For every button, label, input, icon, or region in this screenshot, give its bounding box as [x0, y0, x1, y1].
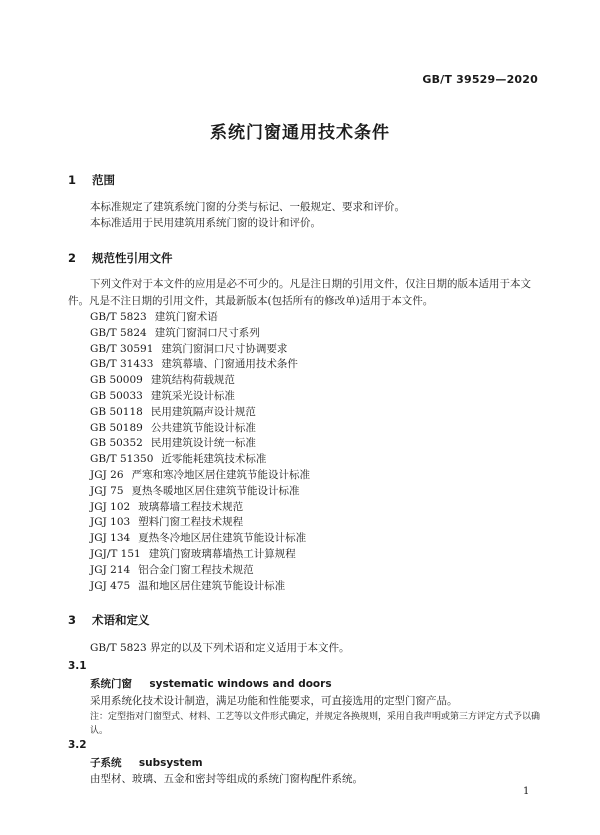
term-note: 注：定型指对门窗型式、材料、工艺等以文件形式确定，并规定各换规则，采用自我声明或第三方评定方式予以确认。 — [90, 712, 541, 736]
term-definition: 采用系统化技术设计制造，满足功能和性能要求，可直接选用的定型门窗产品。 — [90, 695, 458, 707]
scope-paragraph-1: 本标准规定了建筑系统门窗的分类与标记、一般规定、要求和评价。 — [90, 201, 405, 213]
document-title: 系统门窗通用技术条件 — [210, 123, 390, 143]
page-number: 1 — [523, 786, 530, 797]
term-zh: 子系统 — [90, 757, 122, 769]
term-number: 3.2 — [68, 739, 87, 751]
reference-item: JGJ 103 塑料门窗工程技术规程 — [90, 516, 244, 529]
section-title: 规范性引用文件 — [92, 251, 173, 265]
term-heading — [90, 755, 203, 770]
reference-item: JGJ 75 夏热冬暖地区居住建筑节能设计标准 — [90, 484, 300, 497]
term-number: 3.1 — [68, 660, 87, 672]
standard-code: GB/T 39529—2020 — [422, 73, 538, 86]
reference-item: JGJ 102 玻璃幕墙工程技术规范 — [90, 500, 244, 513]
term-definition: 由型材、玻璃、五金和密封等组成的系统门窗构配件系统。 — [90, 773, 363, 785]
refs-intro-paragraph: 下列文件对于本文件的应用是必不可少的。凡是注日期的引用文件，仅注日期的版本适用于本文件。凡是不注日期的引用文件，其最新版本(包括所有的修改单)适用于本文件。 — [68, 278, 531, 307]
reference-item: GB 50189 公共建筑节能设计标准 — [90, 421, 256, 434]
reference-item: GB 50118 民用建筑隔声设计规范 — [90, 405, 256, 418]
terms-intro: GB/T 5823 界定的以及下列术语和定义适用于本文件。 — [90, 642, 350, 654]
section-heading-refs — [68, 250, 173, 266]
term-zh: 系统门窗 — [90, 678, 132, 690]
term-heading — [90, 676, 332, 691]
reference-item: GB/T 30591 建筑门窗洞口尺寸协调要求 — [90, 342, 288, 355]
reference-item: GB 50009 建筑结构荷载规范 — [90, 374, 235, 387]
reference-item: GB/T 5824 建筑门窗洞口尺寸系列 — [90, 326, 260, 339]
reference-item: GB/T 51350 近零能耗建筑技术标准 — [90, 453, 267, 466]
reference-item: GB 50352 民用建筑设计统一标准 — [90, 437, 256, 450]
section-heading-terms — [68, 612, 150, 628]
term-en: systematic windows and doors — [149, 678, 332, 690]
section-heading-scope — [68, 172, 115, 188]
reference-item: JGJ 134 夏热冬冷地区居住建筑节能设计标准 — [90, 532, 307, 545]
scope-paragraph-2: 本标准适用于民用建筑用系统门窗的设计和评价。 — [90, 217, 321, 229]
reference-item: JGJ 475 温和地区居住建筑节能设计标准 — [90, 579, 286, 592]
section-title: 范围 — [92, 173, 116, 187]
reference-item: GB 50033 建筑采光设计标准 — [90, 389, 235, 402]
reference-item: GB/T 5823 建筑门窗术语 — [90, 311, 218, 323]
reference-item: JGJ 26 严寒和寒冷地区居住建筑节能设计标准 — [90, 468, 311, 481]
section-title: 术语和定义 — [92, 613, 150, 627]
section-number: 1 — [68, 173, 77, 187]
term-en: subsystem — [138, 757, 203, 769]
section-number: 3 — [68, 613, 77, 627]
reference-item: GB/T 31433 建筑幕墙、门窗通用技术条件 — [90, 358, 298, 371]
reference-item: JGJ/T 151 建筑门窗玻璃幕墙热工计算规程 — [90, 547, 296, 560]
reference-list — [90, 309, 310, 593]
section-number: 2 — [68, 251, 77, 265]
reference-item: JGJ 214 铝合金门窗工程技术规范 — [90, 563, 254, 576]
